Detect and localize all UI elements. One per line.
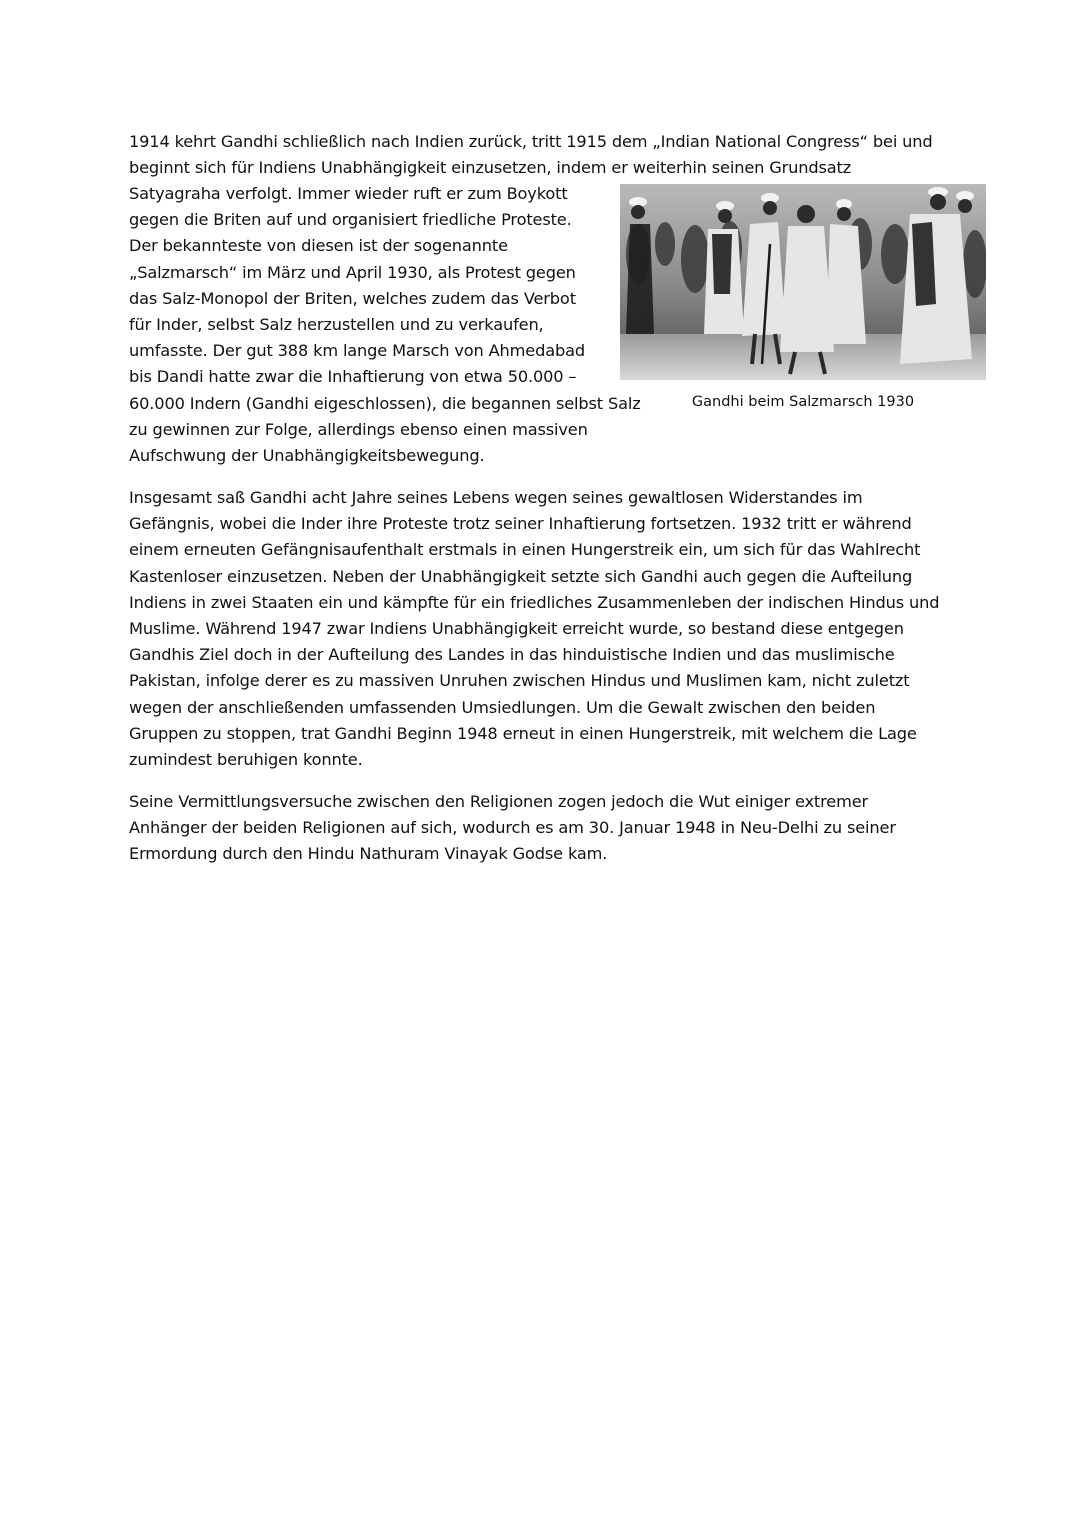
photo-caption: Gandhi beim Salzmarsch 1930 (691, 394, 915, 410)
text-line: „Salzmarsch“ im März und April 1930, als Protest gegen (129, 262, 576, 282)
text-line: wegen der anschließenden umfassenden Umsiedlungen. Um die Gewalt zwischen den beiden (129, 697, 876, 717)
text-line: für Inder, selbst Salz herzustellen und zu verkaufen, (129, 315, 544, 335)
text-line: 60.000 Indern (Gandhi eigeschlossen), die begannen selbst Salz (129, 393, 641, 413)
text-line: Gruppen zu stoppen, trat Gandhi Beginn 1948 erneut in einen Hungerstreik, mit welchem die Lage (129, 723, 917, 743)
text-line: Satyagraha verfolgt. Immer wieder ruft er zum Boykott (129, 184, 568, 203)
text-line: 1914 kehrt Gandhi schließlich nach Indien zurück, tritt 1915 dem „Indian National Congress“ bei und (129, 132, 933, 151)
paragraph-assassination (129, 789, 959, 868)
text-line: zu gewinnen zur Folge, allerdings ebenso einen massiven (129, 419, 588, 439)
text-line: Anhänger der beiden Religionen auf sich, wodurch es am 30. Januar 1948 in Neu-Delhi zu seiner (129, 818, 896, 838)
text-line: Aufschwung der Unabhängigkeitsbewegung. (129, 446, 485, 466)
text-line: das Salz-Monopol der Briten, welches zudem das Verbot (129, 288, 576, 308)
text-line: einem erneuten Gefängnisaufenthalt erstmals in einen Hungerstreik ein, um sich für das Wahlrecht (129, 540, 921, 560)
text-line: Der bekannteste von diesen ist der sogenannte (129, 236, 508, 256)
intro-paragraph-top (129, 129, 959, 181)
intro-paragraph-wrapped (129, 181, 649, 469)
text-line: Seine Vermittlungsversuche zwischen den Religionen zogen jedoch die Wut einiger extremer (129, 792, 869, 811)
text-line: umfasste. Der gut 388 km lange Marsch von Ahmedabad (129, 341, 585, 361)
salt-march-photo (620, 184, 986, 380)
text-line: Gefängnis, wobei die Inder ihre Proteste trotz seiner Inhaftierung fortsetzen. 1932 tritt er während (129, 514, 912, 534)
text-line: beginnt sich für Indiens Unabhängigkeit einzusetzen, indem er weiterhin seinen Grundsatz (129, 158, 852, 178)
text-line: bis Dandi hatte zwar die Inhaftierung von etwa 50.000 – (129, 367, 577, 387)
text-line: Gandhis Ziel doch in der Aufteilung des Landes in das hinduistische Indien und das muslimische (129, 645, 895, 665)
text-line: zumindest beruhigen konnte. (129, 750, 363, 770)
text-line: Indiens in zwei Staaten ein und kämpfte für ein friedliches Zusammenleben der indischen Hindus und (129, 592, 940, 612)
text-line: Muslime. Während 1947 zwar Indiens Unabhängigkeit erreicht wurde, so bestand diese entgegen (129, 619, 904, 639)
text-line: Pakistan, infolge derer es zu massiven Unruhen zwischen Hindus und Muslimen kam, nicht zuletzt (129, 671, 910, 691)
photo-illustration (620, 184, 986, 380)
text-line: Insgesamt saß Gandhi acht Jahre seines Lebens wegen seines gewaltlosen Widerstandes im (129, 488, 863, 507)
text-line: Ermordung durch den Hindu Nathuram Vinayak Godse kam. (129, 844, 608, 864)
text-line: gegen die Briten auf und organisiert friedliche Proteste. (129, 210, 572, 230)
text-line: Kastenloser einzusetzen. Neben der Unabhängigkeit setzte sich Gandhi auch gegen die Aufteilung (129, 566, 913, 586)
paragraph-imprisonment (129, 485, 959, 773)
